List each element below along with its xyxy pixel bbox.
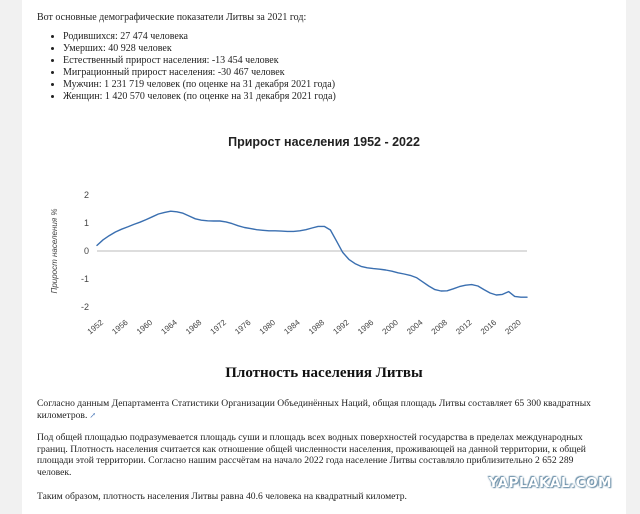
x-tick-label: 2012 — [454, 317, 474, 337]
chart-title: Прирост населения 1952 - 2022 — [228, 135, 420, 149]
x-tick-label: 2000 — [380, 317, 400, 337]
article-content — [22, 0, 626, 514]
x-tick-label: 1976 — [233, 317, 253, 337]
list-item: • Мужчин: 1 231 719 человек (по оценке на 31 декабря 2021 года) — [63, 79, 336, 91]
list-item: • Миграционный прирост населения: -30 467 человек — [63, 67, 336, 79]
paragraph-text: Согласно данным Департамента Статистики Организации Объединённых Наций, общая площадь Литвы составляет 65 300 квадратных километров. — [37, 398, 591, 421]
x-tick-label: 1968 — [183, 317, 204, 337]
x-tick-label: 1992 — [331, 317, 351, 337]
x-tick-label: 1956 — [110, 317, 130, 337]
demographics-list — [37, 31, 336, 103]
y-tick-label: 2 — [83, 190, 89, 200]
y-tick-label: 1 — [83, 218, 89, 228]
x-tick-label: 1996 — [355, 317, 376, 337]
x-tick-label: 2008 — [429, 317, 450, 337]
list-item: • Родившихся: 27 474 человека — [63, 31, 336, 43]
list-item: • Умерших: 40 928 человек — [63, 43, 336, 55]
y-tick-label: -2 — [80, 302, 89, 312]
list-item: • Женщин: 1 420 570 человек (по оценке на 31 декабря 2021 года) — [63, 91, 336, 103]
population-growth-chart — [22, 125, 626, 340]
density-paragraph-area — [37, 398, 597, 421]
section-heading: Плотность населения Литвы — [225, 365, 423, 381]
x-tick-label: 1964 — [159, 317, 179, 337]
y-axis-label: Прирост населения % — [50, 208, 59, 294]
density-paragraph-result: Таким образом, плотность населения Литвы равна 40.6 человека на квадратный километр. — [37, 491, 407, 502]
chart-canvas — [22, 125, 626, 340]
watermark-logo: YAPLAKAL.COM — [488, 475, 612, 491]
x-tick-label: 1980 — [257, 317, 278, 337]
x-tick-label: 1988 — [306, 317, 327, 337]
y-tick-label: -1 — [80, 274, 89, 284]
x-tick-label: 2004 — [405, 317, 425, 337]
x-tick-label: 2016 — [478, 317, 499, 337]
x-tick-label: 1960 — [134, 317, 155, 337]
page-gutter-right — [626, 0, 640, 514]
density-paragraph-definition: Под общей площадью подразумевается площадь суши и площадь всех водных поверхностей государства в пределах международных границ. Плотность населения считается как отношение общей численности населения, проживающей на данной территории, к общей площади этой территории. Согласно нашим рассчётам на начало 2022 года население Литвы составляло приблизительно 2 652 289 человек. — [37, 432, 586, 478]
intro-text: Вот основные демографические показатели Литвы за 2021 год: — [37, 12, 307, 23]
x-tick-label: 1952 — [85, 317, 106, 337]
y-tick-label: 0 — [83, 246, 89, 256]
x-tick-label: 1984 — [282, 317, 302, 337]
external-link-icon[interactable]: ↗ — [89, 410, 97, 420]
list-item: • Естественный прирост населения: -13 454 человек — [63, 55, 336, 67]
x-tick-label: 1972 — [208, 317, 228, 337]
page-gutter-left — [0, 0, 22, 514]
series-line — [97, 211, 527, 297]
x-tick-label: 2020 — [503, 317, 523, 337]
